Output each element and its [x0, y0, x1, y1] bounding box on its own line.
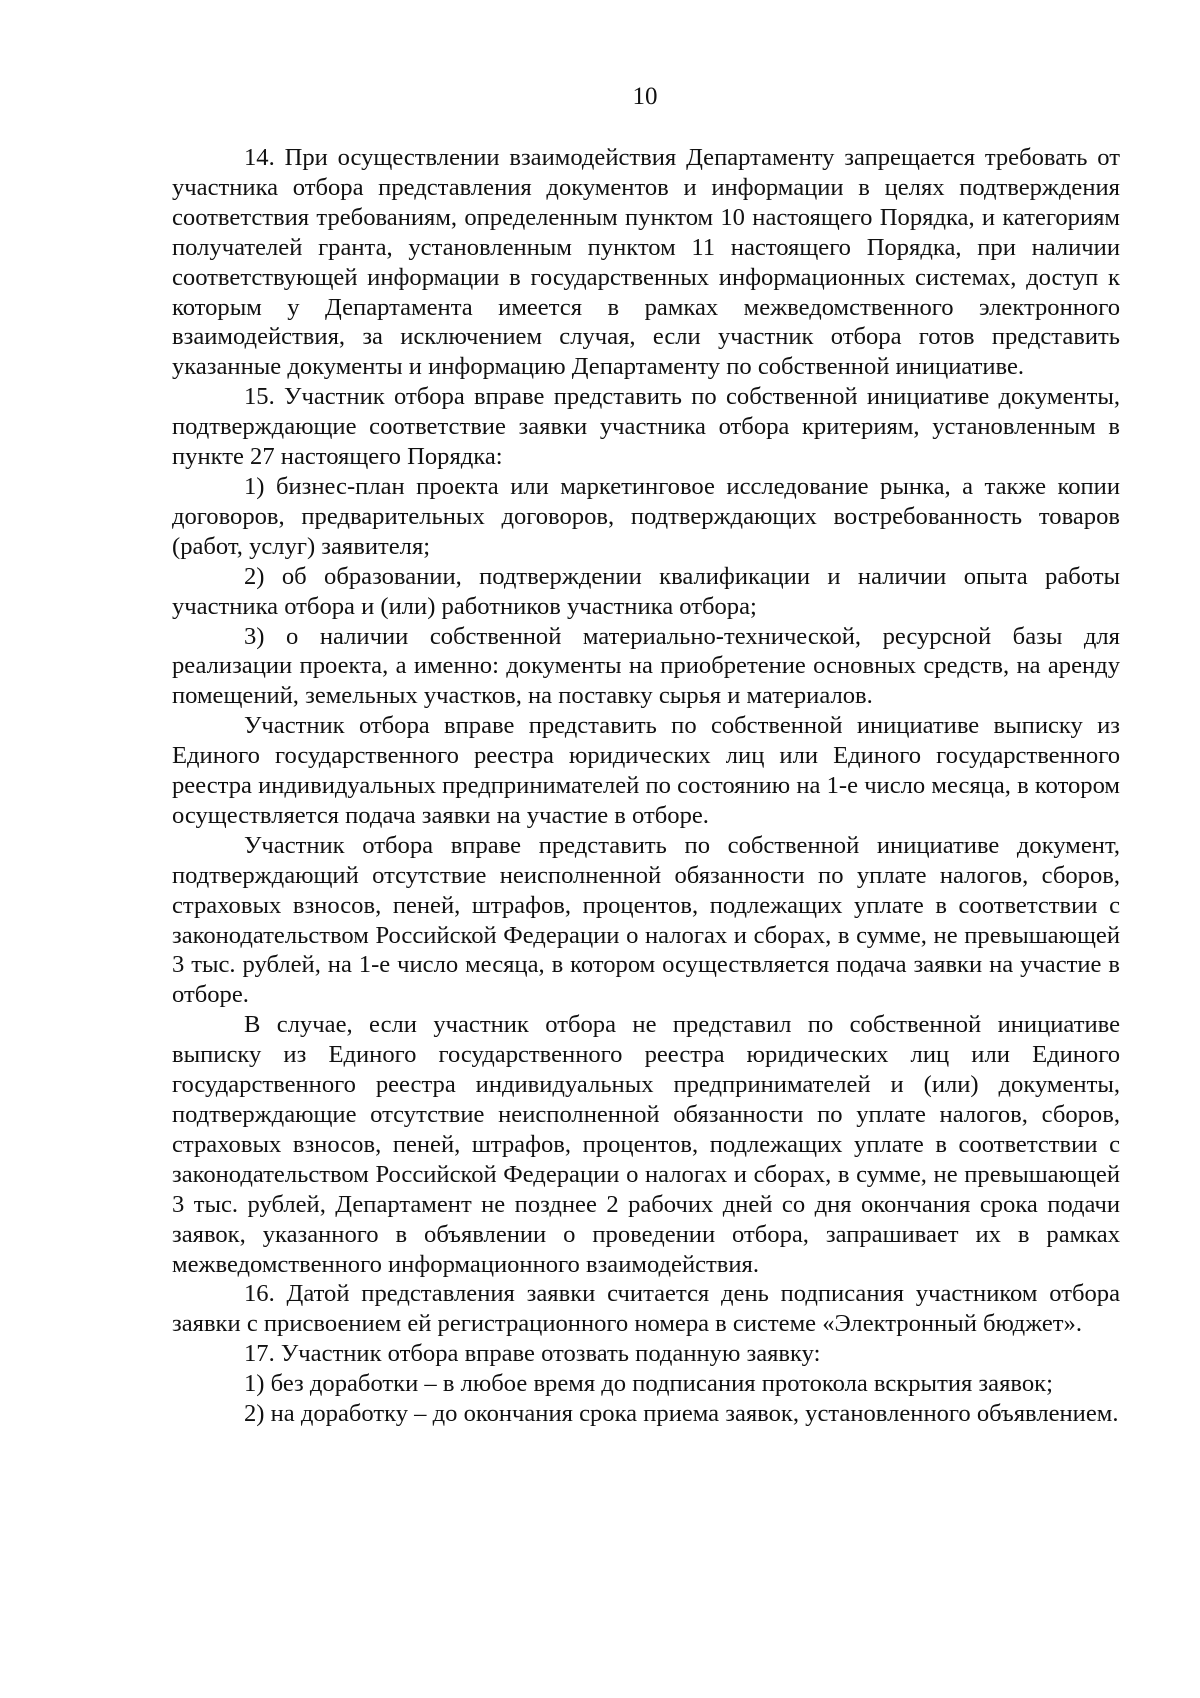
paragraph-15-item-3: 3) о наличии собственной материально-технической, ресурсной базы для реализации проекта, а именно: документы на приобретение основных средств, на аренду помещений, земельных участков, на поставку сырья и материалов.	[172, 622, 1120, 710]
paragraph-15-item-2: 2) об образовании, подтверждении квалификации и наличии опыта работы участника отбора и (или) работников участника отбора;	[172, 562, 1120, 620]
paragraph-17-item-1: 1) без доработки – в любое время до подписания протокола вскрытия заявок;	[244, 1370, 1053, 1398]
paragraph-tax-document: Участник отбора вправе представить по собственной инициативе документ, подтверждающий отсутствие неисполненной обязанности по уплате налогов, сборов, страховых взносов, пеней, штрафов, процентов, подлежащих уплате в соответствии с законодательством Российской Федерации о налогах и сборах, в сумме, не превышающей 3 тыс. рублей, на 1-е число месяца, в котором осуществляется подача заявки на участие в отборе.	[172, 831, 1120, 1009]
paragraph-17: 17. Участник отбора вправе отозвать поданную заявку:	[244, 1340, 821, 1368]
paragraph-17-item-2: 2) на доработку – до окончания срока приема заявок, установленного объявлением.	[244, 1400, 1119, 1428]
paragraph-interagency-request: В случае, если участник отбора не представил по собственной инициативе выписку из Единого государственного реестра юридических лиц или Единого государственного реестра индивидуальных предпринимателей и (или) документы, подтверждающие отсутствие неисполненной обязанности по уплате налогов, сборов, страховых взносов, пеней, штрафов, процентов, подлежащих уплате в соответствии с законодательством Российской Федерации о налогах и сборах, в сумме, не превышающей 3 тыс. рублей, Департамент не позднее 2 рабочих дней со дня окончания срока подачи заявок, указанного в объявлении о проведении отбора, запрашивает их в рамках межведомственного информационного взаимодействия.	[172, 1011, 1120, 1278]
document-body	[172, 143, 1120, 1429]
paragraph-15: 15. Участник отбора вправе представить по собственной инициативе документы, подтверждающие соответствие заявки участника отбора критериям, установленным в пункте 27 настоящего Порядка:	[172, 383, 1120, 471]
paragraph-16: 16. Датой представления заявки считается день подписания участником отбора заявки с присвоением ей регистрационного номера в системе «Электронный бюджет».	[172, 1280, 1120, 1338]
page-number: 10	[632, 83, 658, 110]
paragraph-extract-egrul: Участник отбора вправе представить по собственной инициативе выписку из Единого государственного реестра юридических лиц или Единого государственного реестра индивидуальных предпринимателей по состоянию на 1-е число месяца, в котором осуществляется подача заявки на участие в отборе.	[172, 712, 1120, 829]
paragraph-14: 14. При осуществлении взаимодействия Департаменту запрещается требовать от участника отбора представления документов и информации в целях подтверждения соответствия требованиям, определенным пунктом 10 настоящего Порядка, и категориям получателей гранта, установленным пунктом 11 настоящего Порядка, при наличии соответствующей информации в государственных информационных системах, доступ к которым у Департамента имеется в рамках межведомственного электронного взаимодействия, за исключением случая, если участник отбора готов представить указанные документы и информацию Департаменту по собственной инициативе.	[172, 144, 1120, 381]
paragraph-15-item-1: 1) бизнес-план проекта или маркетинговое исследование рынка, а также копии договоров, предварительных договоров, подтверждающих востребованность товаров (работ, услуг) заявителя;	[172, 472, 1120, 560]
